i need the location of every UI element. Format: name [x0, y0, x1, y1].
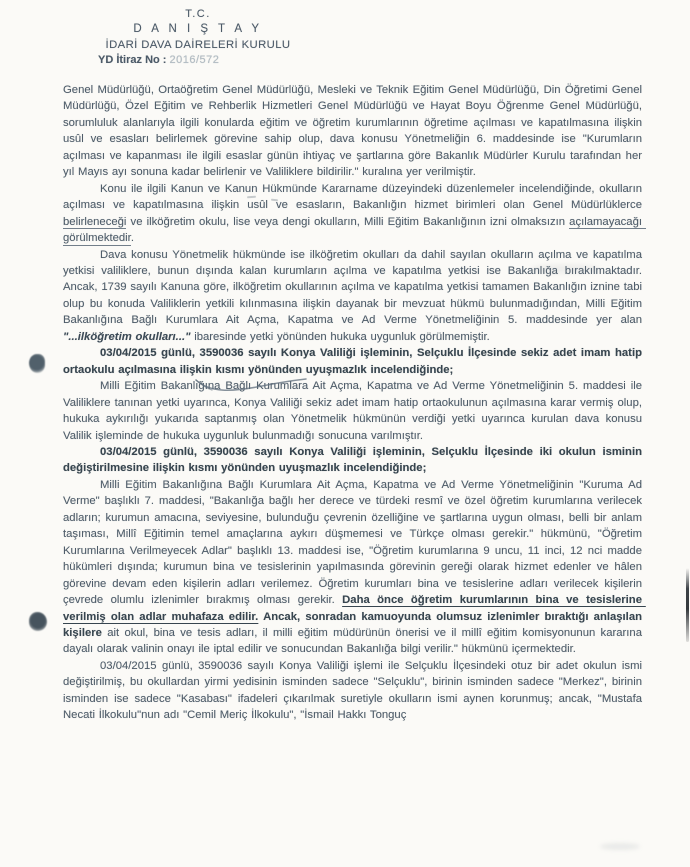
- chamber-name: İDARİ DAVA DAİRELERİ KURULU: [105, 38, 291, 51]
- bold-text: Ancak, sonradan kamuoyunda olumsuz izlenimler bıraktığı anlaşılan kişilere: [63, 610, 646, 639]
- case-number-value: 2016/572: [169, 54, 220, 66]
- paragraph-naming-rules: [63, 477, 646, 658]
- text-segment: .: [130, 232, 134, 245]
- text-segment: ve ilköğretim okulu, lise veya dengi okulların, Milli Eğitim Bakanlığının izni olmaksızın: [126, 215, 570, 228]
- text-segment: Genel Müdürlüğü, Ortaöğretim Genel Müdürlüğü, Mesleki ve Teknik Eğitim Genel Müdürlüğü, Din Öğretimi Genel Müdürlüğü, Özel Eğitim ve Rehberlik Hizmetleri Genel Müdürlüğü ve Hayat Boyu Öğrenme Genel Müdürlüğü, sorumluluk alanlarıyla ilgili konularda eğitim ve öğretim kurumlarının öğretime açılması ve kapatılmasına ilişkin usûl ve esasları belirlemek görevine sahip olup, dava konusu Yönetmeliğin 6. maddesinde ise "Kurumların açılması ve kapanması ile ilgili esaslar günün ihtiyaç ve şartlarına göre Bakanlık Müdürler Kurulu tarafından her yıl Mayıs ayı sonuna kadar belirlenir ve Valiliklere bildirilir." kuralına yer verilmiştir.: [63, 84, 646, 179]
- paragraph-regulation-finding: [63, 247, 646, 346]
- text-segment: Konu ile ilgili Kanun ve Kanun Hükmünde Kararname düzeyindeki düzenlemeler incelendiğinde, okulların açılması ve kapatılmasına ilişkin usûl ve esasların, Bakanlığın hizmet birimleri olan Genel Müdürlüklerce: [63, 182, 646, 212]
- pen-swoosh-mark: [192, 376, 310, 396]
- case-number-label: YD İtiraz No :: [98, 54, 167, 66]
- emphasized-quote: "...ilköğretim okulları...": [63, 330, 191, 343]
- bold-underlined-text: Daha önce öğretim kurumlarının bina ve tesislerine verilmiş olan adlar muhafaza edilir.: [63, 594, 646, 623]
- scan-smudge: [600, 843, 640, 850]
- paragraph-continuation: [63, 82, 646, 181]
- pen-underlined-text: belirleneceği: [63, 215, 127, 228]
- text-segment: Dava konusu Yönetmelik hükmünde ise ilköğretim okulları da dahil sayılan okulların açılma ve kapatılma yetkisi valiliklere, bunun dışında kalan kurumların açılma ve kapatılma yetkisi ise Bakanlığa bırakılmaktadır. Ancak, 1739 sayılı Kanuna göre, ilköğretim okullarının açılma ve kapatılma yetkisi tamamen Bakanlığın iznine tabi olup bu konuda Valiliklerin yetkili kılınmasına ilişkin dayanak bir mevzuat hükmü bulunmadığından, Milli Eğitim Bakanlığına Bağlı Kurumlara Ait Açma, Kapatma ve Ad Verme Yönetmeliğinin 5. maddesinde yer alan: [63, 248, 646, 327]
- court-name: D A N I Ş T A Y: [133, 23, 263, 35]
- text-segment: Milli Eğitim Bakanlığına Bağlı Kurumlara Ait Açma, Kapatma ve Ad Verme Yönetmeliğinin 5. maddesi ile Valiliklere tanınan yetki uyarınca, Konya Valiliği sekiz adet imam hatip ortaokulunun açılmasına karar vermiş olup, hukuka aykırılığı yukarıda saptanmış olan Yönetmelik hükmünün verdiği yetki uyarınca kurulan dava konusu Valilik işleminde de hukuka uygunluk bulunmadığı sonucuna varılmıştır.: [63, 380, 646, 442]
- bold-heading-text: 03/04/2015 günlü, 3590036 sayılı Konya Valiliği işleminin, Selçuklu İlçesinde sekiz adet imam hatip ortaokulu açılmasına ilişkin kısmı yönünden uyuşmazlık incelendiğinde;: [63, 347, 646, 376]
- case-number-line: [98, 53, 298, 68]
- hole-punch-mark-upper: [29, 354, 45, 373]
- text-segment: 03/04/2015 günlü, 3590036 sayılı Konya Valiliği işlemi ile Selçuklu İlçesindeki otuz bir adet okulun ismi değiştirilmiş, bu okullardan yirmi yedisinin isminden sadece "Selçuklu", birinin isminden sadece "Merkez", birinin isminden ise sadece "Kasabası" ifadeleri çıkarılmak suretiyle okulların ismi aynen korunmuş; ancak, "Mustafa Necati İlkokulu"nun adı "Cemil Meriç İlkokulu", "İsmail Hakkı Tonguç: [63, 659, 646, 722]
- paragraph-heading-eight-schools: [63, 345, 646, 378]
- hole-punch-mark-lower: [29, 612, 47, 631]
- text-segment: ibaresinde yetki yönünden hukuka uygunluk görülmemiştir.: [190, 330, 490, 343]
- paragraph-name-change-facts: [63, 658, 646, 724]
- paragraph-heading-name-change: [63, 444, 646, 477]
- page-header: [98, 7, 298, 68]
- paragraph-eight-schools-finding: [63, 378, 646, 444]
- text-segment: Milli Eğitim Bakanlığına Bağlı Kurumlara Ait Açma, Kapatma ve Ad Verme Yönetmeliğinin "Kuruma Ad Verme" başlıklı 7. maddesi, "Bakanlığa bağlı her derece ve türdeki resmî ve özel öğretim kurumlarına verilecek adların; kurumun amacına, seviyesine, bulunduğu çevrenin özelliğine ve şartlarına uygun olması, belli bir anlam taşıması, Millî Eğitimin temel amaçlarına aykırı düşmemesi ve Türkçe olması gerekir." hükmünü, "Öğretim Kurumlarına Verilmeyecek Adlar" başlıklı 13. maddesi ise, "Öğretim kurumlarına 9 uncu, 11 inci, 12 nci madde hükümleri dışında; kurumun bina ve tesislerinin yapılmasında görevinin gereği olarak hizmet edenler ve hâlen görevine devam eden kişilerin adları verilemez. Öğretim kurumları bina ve tesislerine adları verilecek kişilerin çevrede olumlu izlenimler bırakmış olması gerekir.: [63, 478, 646, 607]
- republic-abbreviation: T.C.: [185, 8, 211, 20]
- scan-edge-artifact: [686, 568, 689, 642]
- paragraph-legal-review: [63, 181, 646, 247]
- document-body: [63, 82, 646, 724]
- pen-underlined-text: açılamayacağı görülmektedir: [63, 215, 646, 245]
- scan-smudge: [530, 264, 600, 274]
- text-segment: ait okul, bina ve tesis adları, il milli eğitim müdürünün önerisi ve il millî eğitim komisyonunun kararına dayalı olarak valinin onayı ile iptal edilir ve sonucundan Bakanlığa bilgi verilir." hükmünü içermektedir.: [63, 626, 646, 656]
- bold-heading-text: 03/04/2015 günlü, 3590036 sayılı Konya Valiliği işleminin, Selçuklu İlçesinde iki okulun isminin değiştirilmesine ilişkin kısmı yönünden uyuşmazlık incelendiğinde;: [63, 445, 646, 475]
